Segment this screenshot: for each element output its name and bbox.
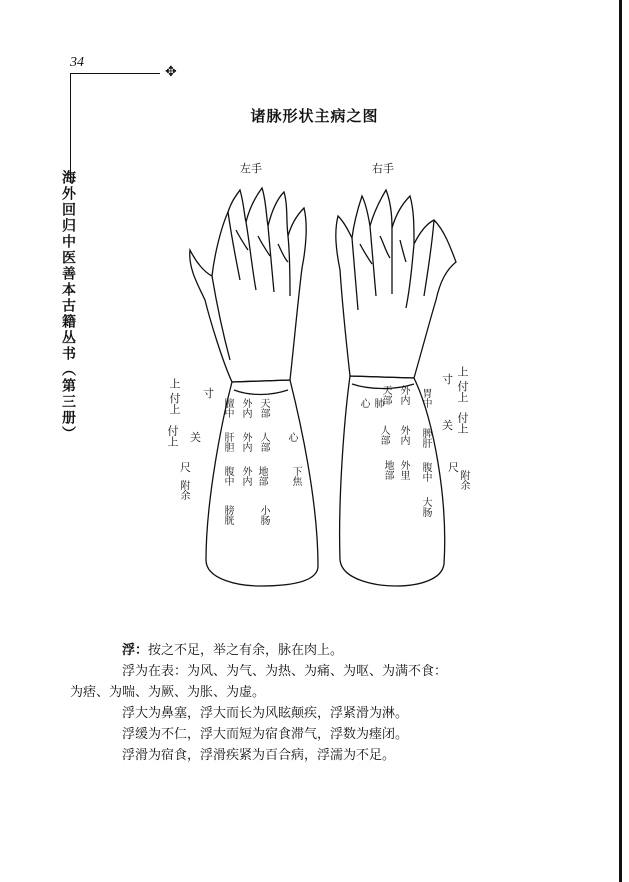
definition-text: 按之不足，举之有余，脉在肉上。 <box>148 643 344 658</box>
left-pangguang-label: 膀胱 <box>222 505 233 525</box>
right-side-label-1: 心 <box>358 398 369 408</box>
left-chi-label: 尺 <box>180 461 191 474</box>
right-side-label-2: 肺 <box>372 398 383 408</box>
paragraph-line-6: 浮滑为宿食，浮滑疾紧为百合病，浮濡为不足。 <box>122 748 396 763</box>
paragraph-line-4: 浮大为鼻塞，浮大而长为风眩颠疾，浮紧滑为淋。 <box>122 706 409 721</box>
paragraph-line-5: 浮缓为不仁，浮大而短为宿食滞气，浮数为瘗闭。 <box>122 727 409 742</box>
ornament-icon: ✥ <box>165 64 177 80</box>
paragraph-line-3: 为痞、为喘、为厥、为胀、为虚。 <box>70 685 266 700</box>
right-cun-label: 寸 <box>442 373 453 386</box>
figure-title: 诸脉形状主病之图 <box>250 107 379 125</box>
left-upper-label: 上 付上 <box>168 378 181 415</box>
right-dachang-label: 大肠 <box>420 497 431 517</box>
right-inner-outer-2: 外内 <box>398 425 409 445</box>
right-ren-label: 人部 <box>378 425 389 445</box>
left-mid-label: 付上 <box>166 425 179 447</box>
right-guan-label: 关 <box>442 419 453 432</box>
left-tian-label: 天部 <box>258 398 269 418</box>
left-inner-outer-3: 外内 <box>240 466 251 486</box>
right-bottom-label: 附余 <box>458 470 469 490</box>
left-xiaochang-label: 小肠 <box>258 505 269 525</box>
paragraph-line-2: 浮为在表：为风、为气、为热、为痛、为呕、为满不食： <box>122 664 448 679</box>
left-guan-label: 关 <box>190 431 201 444</box>
right-di-label: 地部 <box>382 460 393 480</box>
left-side-label-2: 下焦 <box>290 466 301 486</box>
left-bottom-label: 附余 <box>178 480 189 500</box>
right-inner-outer-1: 外内 <box>398 385 409 405</box>
right-mid-label: 付上 <box>456 412 469 434</box>
right-hand-outline <box>336 190 456 378</box>
right-tian-label: 天部 <box>380 385 391 405</box>
left-inner-outer-2: 外内 <box>240 432 251 452</box>
term-fu: 浮： <box>122 643 149 658</box>
right-chi-label: 尺 <box>448 461 459 474</box>
right-hand-label: 右手 <box>372 162 394 175</box>
right-fuzhong-label: 腹中 <box>420 462 431 482</box>
left-cun-label: 寸 <box>203 387 214 400</box>
left-side-label-1: 心 <box>286 432 297 442</box>
right-pigan-label: 脾肝 <box>420 428 431 448</box>
right-upper-label: 上 付上 <box>456 366 469 403</box>
left-ren-label: 人部 <box>258 432 269 452</box>
right-weizhong-label: 胃中 <box>420 388 431 408</box>
right-inner-outer-3: 外里 <box>398 460 409 480</box>
page-number: 34 <box>70 55 84 70</box>
left-fuzhong-label: 腹中 <box>222 466 233 486</box>
left-danzhong-label: 膻中 <box>222 398 233 418</box>
body-text <box>70 640 566 766</box>
left-inner-outer-1: 外内 <box>240 398 251 418</box>
left-di-label: 地部 <box>256 466 267 486</box>
series-title: 海外回归中医善本古籍丛书（第三册） <box>60 170 76 442</box>
left-hand-label: 左手 <box>240 162 262 175</box>
left-gandan-label: 肝胆 <box>222 432 233 452</box>
left-hand-outline <box>190 188 306 382</box>
paragraph-definition <box>96 640 566 661</box>
